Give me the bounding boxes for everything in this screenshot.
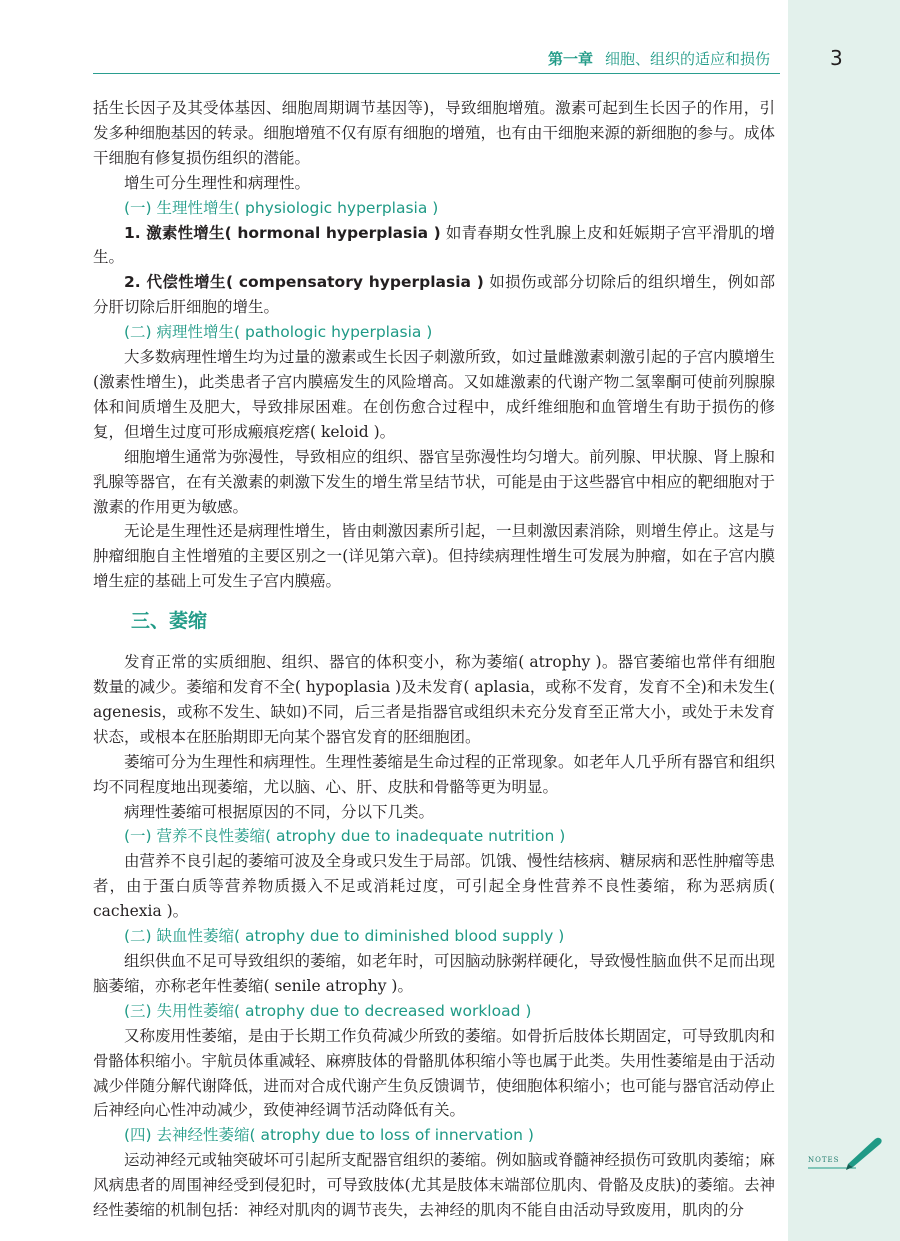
list-paragraph bbox=[93, 270, 775, 320]
paragraph: 大多数病理性增生均为过量的激素或生长因子刺激所致，如过量雌激素刺激引起的子宫内膜增生(激素性增生)，此类患者子宫内膜癌发生的风险增高。又如雄激素的代谢产物二氢睾酮可使前列腺腺体和间质增生及肥大，导致排尿困难。在创伤愈合过程中，成纤维细胞和血管增生有助于损伤的修复，但增生过度可形成瘢痕疙瘩( keloid )。 bbox=[93, 348, 776, 441]
paragraph: 细胞增生通常为弥漫性，导致相应的组织、器官呈弥漫性均匀增大。前列腺、甲状腺、肾上腺和乳腺等器官，在有关激素的刺激下发生的增生常呈结节状，可能是由于这些器官中相应的靶细胞对于激素的作用更为敏感。 bbox=[93, 447, 776, 516]
paragraph: 由营养不良引起的萎缩可波及全身或只发生于局部。饥饿、慢性结核病、糖尿病和恶性肿瘤等患者，由于蛋白质等营养物质摄入不足或消耗过度，可引起全身性营养不良性萎缩，称为恶病质( cachexia )。 bbox=[93, 852, 776, 921]
paragraph: 增生可分生理性和病理性。 bbox=[124, 173, 311, 192]
subsection-heading: (二) 病理性增生( pathologic hyperplasia ) bbox=[124, 323, 433, 342]
paragraph: 无论是生理性还是病理性增生，皆由刺激因素所引起，一旦刺激因素消除，则增生停止。这是与肿瘤细胞自主性增殖的主要区别之一(详见第六章)。但持续病理性增生可发展为肿瘤，如在子宫内膜增生症的基础上可发生子宫内膜癌。 bbox=[93, 522, 776, 591]
paragraph: 又称废用性萎缩，是由于长期工作负荷减少所致的萎缩。如骨折后肢体长期固定，可导致肌肉和骨骼体积缩小。宇航员体重减轻、麻痹肢体的骨骼肌体积缩小等也属于此类。失用性萎缩是由于活动减少伴随分解代谢降低，进而对合成代谢产生负反馈调节，使细胞体积缩小；也可能与器官活动停止后神经向心性冲动减少，致使神经调节活动降低有关。 bbox=[93, 1026, 776, 1120]
subsection-heading: (三) 失用性萎缩( atrophy due to decreased workload ) bbox=[124, 1001, 532, 1020]
running-header bbox=[548, 48, 770, 69]
list-item-lead: 1. 激素性增生( hormonal hyperplasia ) bbox=[124, 223, 441, 242]
notes-mark bbox=[808, 1134, 888, 1174]
paragraph: 萎缩可分为生理性和病理性。生理性萎缩是生命过程的正常现象。如老年人几乎所有器官和组织均不同程度地出现萎缩，尤以脑、心、肝、皮肤和骨骼等更为明显。 bbox=[93, 752, 776, 796]
page-number: 3 bbox=[830, 46, 843, 70]
list-item-text: 如青春期女性乳腺上皮和妊娠期子宫平滑肌的增生。 bbox=[93, 223, 775, 267]
paragraph: 运动神经元或轴突破坏可引起所支配器官组织的萎缩。例如脑或脊髓神经损伤可致肌肉萎缩；麻风病患者的周围神经受到侵犯时，可导致肢体(尤其是肢体末端部位肌肉、骨骼及皮肤)的萎缩。去神经性萎缩的机制包括：神经对肌肉的调节丧失，去神经的肌肉不能自由活动导致废用，肌肉的分 bbox=[93, 1151, 776, 1220]
subsection-heading: (四) 去神经性萎缩( atrophy due to loss of innervation ) bbox=[124, 1126, 534, 1145]
list-paragraph bbox=[93, 221, 775, 271]
section-heading: 三、萎缩 bbox=[131, 610, 208, 633]
list-item-lead: 2. 代偿性增生( compensatory hyperplasia ) bbox=[124, 273, 484, 292]
subsection-heading: (一) 营养不良性萎缩( atrophy due to inadequate nutrition ) bbox=[124, 827, 566, 846]
list-item-text: 如损伤或部分切除后的组织增生，例如部分肝切除后肝细胞的增生。 bbox=[93, 273, 775, 317]
paragraph: 组织供血不足可导致组织的萎缩，如老年时，可因脑动脉粥样硬化，导致慢性脑血供不足而出现脑萎缩，亦称老年性萎缩( senile atrophy )。 bbox=[93, 952, 776, 995]
page-body bbox=[93, 96, 775, 1223]
paragraph: 括生长因子及其受体基因、细胞周期调节基因等)，导致细胞增殖。激素可起到生长因子的作用，引发多种细胞基因的转录。细胞增殖不仅有原有细胞的增殖，也有由干细胞来源的新细胞的参与。成体干细胞有修复损伤组织的潜能。 bbox=[93, 99, 776, 167]
paragraph: 病理性萎缩可根据原因的不同，分以下几类。 bbox=[124, 802, 435, 821]
subsection-heading: (一) 生理性增生( physiologic hyperplasia ) bbox=[124, 198, 439, 217]
side-margin-band bbox=[788, 0, 900, 1241]
pen-icon bbox=[808, 1134, 888, 1174]
chapter-title: 细胞、组织的适应和损伤 bbox=[604, 50, 770, 68]
notes-label: NOTES bbox=[808, 1156, 840, 1164]
paragraph: 发育正常的实质细胞、组织、器官的体积变小，称为萎缩( atrophy )。器官萎缩也常伴有细胞数量的减少。萎缩和发育不全( hypoplasia )及未发育( aplasia，或称不发育，发育不全)和未发生( agenesis，或称不发生、缺如)不同，后三者是指器官或组织未充分发育至正常大小，或处于未发育状态，或根本在胚胎期即无向某个器官发育的胚细胞团。 bbox=[93, 653, 775, 746]
subsection-heading: (二) 缺血性萎缩( atrophy due to diminished blood supply ) bbox=[124, 927, 565, 946]
header-rule bbox=[93, 73, 780, 74]
chapter-number: 第一章 bbox=[547, 50, 593, 68]
